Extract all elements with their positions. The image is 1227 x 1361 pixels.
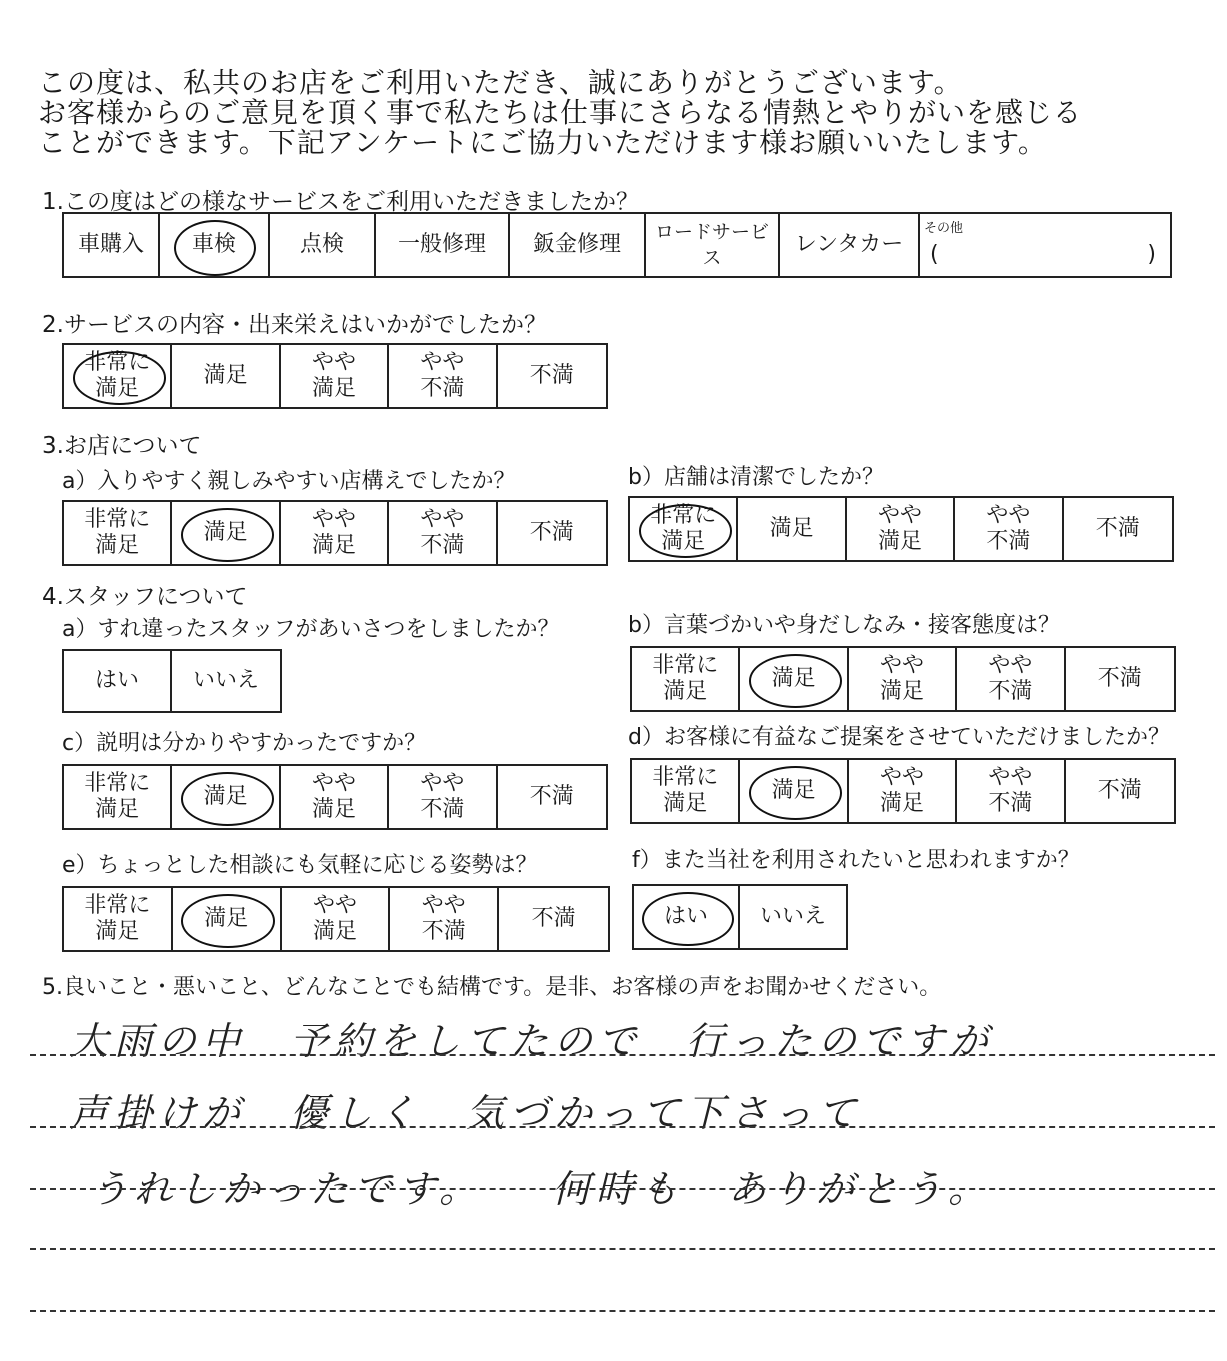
q1-option-purchase[interactable]: 車購入: [64, 214, 160, 276]
q1-option-shaken-label: 車検: [191, 232, 236, 257]
q3a-option-2[interactable]: [172, 502, 280, 564]
q4c-option-label: 不満: [529, 784, 574, 809]
q3b-option-2[interactable]: [738, 498, 846, 560]
q1-other-paren-open: (: [930, 242, 939, 267]
q4d-option-label: やや 満足: [879, 765, 924, 816]
q3b-option-label: 不満: [1095, 516, 1140, 541]
handwritten-line-1: 大雨の中 予約をしてたので 行ったのですが: [70, 1019, 995, 1063]
q5-title: 5.良いこと・悪いこと、どんなことでも結構です。是非、お客様の声をお聞かせください。: [42, 975, 942, 1000]
q3b-option-label: やや 満足: [877, 503, 922, 554]
q3a-option-label: やや 満足: [311, 507, 356, 558]
q4b-option-label: 不満: [1097, 666, 1142, 691]
q1-other-paren-close: ): [1147, 242, 1156, 267]
q4c-title: c）説明は分かりやすかったですか？: [62, 731, 427, 756]
q4d-option-1[interactable]: [632, 760, 740, 822]
q2-option-5[interactable]: [498, 345, 606, 407]
handwritten-line-3: うれしかったです。 何時も ありがとう。: [90, 1167, 992, 1211]
q3a-option-3[interactable]: [281, 502, 389, 564]
q3b-option-5[interactable]: [1064, 498, 1172, 560]
answer-line: [30, 1054, 1215, 1056]
q1-options: [62, 212, 1172, 278]
q4d-option-label: 満足: [771, 778, 816, 803]
q1-option-check[interactable]: 点検: [270, 214, 376, 276]
q4e-title: e）ちょっとした相談にも気軽に応じる姿勢は？: [62, 853, 538, 878]
q4e-option-2[interactable]: [173, 888, 282, 950]
q2-option-label: やや 満足: [311, 350, 356, 401]
q3a-option-label: やや 不満: [420, 507, 465, 558]
q4-title: 4.スタッフについて: [42, 584, 248, 610]
intro-line-2: お客様からのご意見を頂く事で私たちは仕事にさらなる情熱とやりがいを感じる: [38, 96, 1083, 129]
q1-option-other[interactable]: [920, 214, 1170, 276]
q4b-option-4[interactable]: [957, 648, 1065, 710]
q4d-option-label: 不満: [1097, 778, 1142, 803]
q3b-option-4[interactable]: [955, 498, 1063, 560]
q4d-options: [630, 758, 1176, 824]
q3a-option-label: 不満: [529, 520, 574, 545]
q3b-option-1[interactable]: [630, 498, 738, 560]
q2-option-label: やや 不満: [420, 350, 465, 401]
q4b-option-label: やや 満足: [879, 653, 924, 704]
q3a-option-5[interactable]: [498, 502, 606, 564]
q3a-title: a）入りやすく親しみやすい店構えでしたか？: [62, 469, 516, 494]
answer-line: [30, 1126, 1215, 1128]
q4d-option-4[interactable]: [957, 760, 1065, 822]
q4b-option-1[interactable]: [632, 648, 740, 710]
q4b-title: b）言葉づかいや身だしなみ・接客態度は？: [628, 613, 1060, 638]
q4b-option-5[interactable]: [1066, 648, 1174, 710]
q4a-option-1[interactable]: [64, 651, 172, 711]
q4c-option-label: やや 満足: [311, 771, 356, 822]
intro-line-1: この度は、私共のお店をご利用いただき、誠にありがとうございます。: [38, 66, 963, 99]
q4c-option-5[interactable]: [498, 766, 606, 828]
q4a-option-label: いいえ: [192, 668, 259, 693]
q3b-options: [628, 496, 1174, 562]
q4a-option-label: はい: [94, 668, 139, 693]
q4c-option-label: 満足: [203, 784, 248, 809]
q3a-option-4[interactable]: [389, 502, 497, 564]
q1-option-rental-car[interactable]: レンタカー: [780, 214, 920, 276]
q2-option-3[interactable]: [281, 345, 389, 407]
q4a-option-2[interactable]: [172, 651, 280, 711]
q3b-title: b）店舗は清潔でしたか？: [628, 465, 884, 490]
answer-line: [30, 1188, 1215, 1190]
q4f-option-2[interactable]: [740, 886, 846, 948]
q4b-option-3[interactable]: [849, 648, 957, 710]
q3a-options: [62, 500, 608, 566]
q4b-options: [630, 646, 1176, 712]
q3b-option-label: 非常に 満足: [650, 503, 717, 554]
q1-option-general-repair[interactable]: 一般修理: [376, 214, 510, 276]
q4d-title: d）お客様に有益なご提案をさせていただけましたか？: [628, 725, 1170, 750]
handwritten-line-2: 声掛けが 優しく 気づかって下さって: [70, 1091, 863, 1135]
q4c-options: [62, 764, 608, 830]
q4b-option-label: 満足: [771, 666, 816, 691]
q2-option-label: 満足: [203, 363, 248, 388]
answer-line: [30, 1248, 1215, 1250]
q3a-option-1[interactable]: [64, 502, 172, 564]
q4f-title: f）また当社を利用されたいと思われますか？: [632, 848, 1080, 873]
q3b-option-3[interactable]: [847, 498, 955, 560]
q4e-options: [62, 886, 610, 952]
q4e-option-label: 不満: [531, 906, 576, 931]
q2-title: 2.サービスの内容・出来栄えはいかがでしたか？: [42, 312, 547, 338]
q1-title: 1.この度はどの様なサービスをご利用いただきましたか？: [42, 189, 639, 215]
q4d-option-2[interactable]: [740, 760, 848, 822]
q3b-option-label: 満足: [769, 516, 814, 541]
q1-other-label: その他: [924, 221, 964, 236]
q2-option-label: 非常に 満足: [84, 350, 151, 401]
q4e-option-4[interactable]: [390, 888, 499, 950]
q4c-option-label: やや 不満: [420, 771, 465, 822]
q4f-option-label: はい: [663, 904, 708, 929]
q4c-option-4[interactable]: [389, 766, 497, 828]
q1-option-inspection-shaken[interactable]: [160, 214, 270, 276]
q2-options: [62, 343, 608, 409]
q4f-option-1[interactable]: [634, 886, 740, 948]
q3a-option-label: 満足: [203, 520, 248, 545]
q4e-option-3[interactable]: [282, 888, 391, 950]
q4e-option-5[interactable]: [499, 888, 608, 950]
q4e-option-label: やや 満足: [312, 893, 357, 944]
q4e-option-label: 非常に 満足: [84, 893, 151, 944]
q4e-option-1[interactable]: [64, 888, 173, 950]
q4a-title: a）すれ違ったスタッフがあいさつをしましたか？: [62, 617, 560, 642]
q4c-option-1[interactable]: [64, 766, 172, 828]
q1-option-body-repair[interactable]: 鈑金修理: [510, 214, 646, 276]
q3-title: 3.お店について: [42, 433, 202, 459]
intro-text: [38, 68, 1208, 158]
q4d-option-5[interactable]: [1066, 760, 1174, 822]
q2-option-label: 不満: [529, 363, 574, 388]
q4f-option-label: いいえ: [759, 904, 826, 929]
q2-option-4[interactable]: [389, 345, 497, 407]
q4a-options: [62, 649, 282, 713]
q4d-option-label: 非常に 満足: [652, 765, 719, 816]
q4b-option-label: 非常に 満足: [652, 653, 719, 704]
q3b-option-label: やや 不満: [986, 503, 1031, 554]
answer-line: [30, 1310, 1215, 1312]
q4c-option-3[interactable]: [281, 766, 389, 828]
intro-line-3: ことができます。下記アンケートにご協力いただけます様お願いいたします。: [38, 126, 1047, 159]
q4c-option-2[interactable]: [172, 766, 280, 828]
q4b-option-label: やや 不満: [988, 653, 1033, 704]
q4d-option-3[interactable]: [849, 760, 957, 822]
q4f-options: [632, 884, 848, 950]
q4e-option-label: やや 不満: [421, 893, 466, 944]
q4e-option-label: 満足: [204, 906, 249, 931]
q4b-option-2[interactable]: [740, 648, 848, 710]
q4d-option-label: やや 不満: [988, 765, 1033, 816]
q4c-option-label: 非常に 満足: [84, 771, 151, 822]
q3a-option-label: 非常に 満足: [84, 507, 151, 558]
q1-option-road-service[interactable]: ロードサービス: [646, 214, 780, 276]
q2-option-1[interactable]: [64, 345, 172, 407]
q2-option-2[interactable]: [172, 345, 280, 407]
